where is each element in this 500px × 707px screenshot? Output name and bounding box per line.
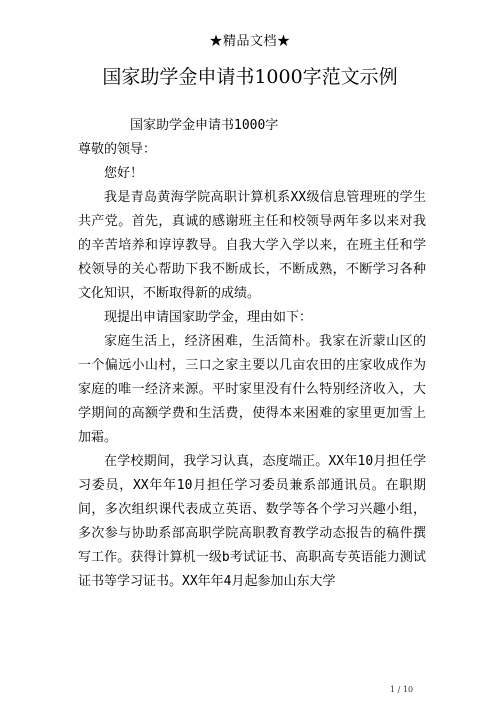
paragraph-study: 在学校期间，我学习认真，态度端正。XX年10月担任学习委员，XX年年10月担任学习委员兼系部通讯员。在职期间，多次组织课代表成立英语、数学等各个学习兴趣小组，多次参与协助系部高职学院高职教育教学动态报告的稿件撰写工作。获得计算机一级b考试证书、高职高专英语能力测试证书等学习证书。XX年年4月起参加山东大学 — [78, 454, 426, 589]
greeting: 您好！ — [104, 166, 144, 181]
salutation: 尊敬的领导： — [78, 142, 157, 157]
page-number: 1 / 10 — [390, 685, 414, 694]
paragraph-reasons-intro: 现提出申请国家助学金，理由如下： — [104, 310, 313, 325]
header-mark: ★精品文档★ — [209, 34, 291, 49]
document-subtitle: 国家助学金申请书1000字 — [130, 118, 279, 133]
document-title: 国家助学金申请书1000字范文示例 — [102, 66, 398, 88]
document-body — [78, 114, 426, 594]
paragraph-family: 家庭生活上，经济困难，生活简朴。我家在沂蒙山区的一个偏远小山村，三口之家主要以几亩农田的庄家收成作为家庭的唯一经济来源。平时家里没有什么特别经济收入，大学期间的高额学费和生活费，使得本来困难的家里更加雪上加霜。 — [78, 334, 426, 445]
paragraph-introduction: 我是青岛黄海学院高职计算机系XX级信息管理班的学生共产党。首先，真诚的感谢班主任和校领导两年多以来对我的辛苦培养和谆谆教导。自我大学入学以来，在班主任和学校领导的关心帮助下我不断成长，不断成熟，不断学习各种文化知识，不断取得新的成绩。 — [78, 190, 426, 301]
